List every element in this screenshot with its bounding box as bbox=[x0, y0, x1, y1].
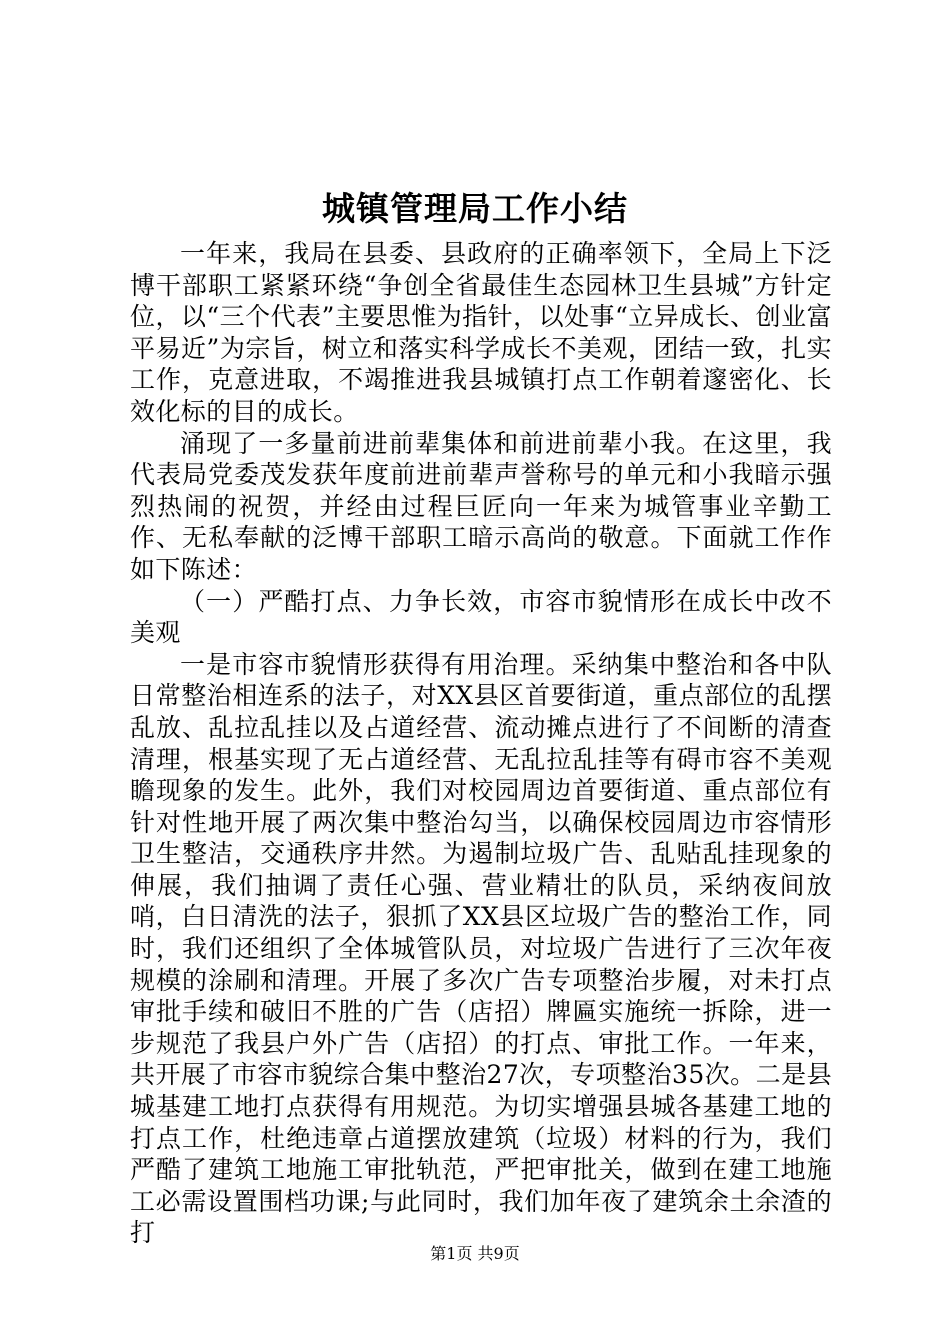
page-footer: 第1页 共9页 bbox=[430, 1244, 520, 1263]
paragraph-intro: 一年来，我局在县委、县政府的正确率领下，全局上下泛博干部职工紧紧环绕“争创全省最佳生态园林卫生县城”方针定位，以“三个代表”主要思惟为指针，以处事“立异成长、创业富平易近”为宗旨，树立和落实科学成长不美观，团结一致，扎实工作，克意进取，不竭推进我县城镇打点工作朝着邃密化、长效化标的目的成长。 bbox=[130, 239, 832, 426]
paragraph-commendation: 涌现了一多量前进前辈集体和前进前辈小我。在这里，我代表局党委茂发获年度前进前辈声誉称号的单元和小我暗示强烈热闹的祝贺，并经由过程巨匠向一年来为城管事业辛勤工作、无私奉献的泛博干部职工暗示高尚的敬意。下面就工作作如下陈述： bbox=[130, 428, 832, 584]
document-body bbox=[130, 238, 832, 1249]
section-heading-1: （一）严酷打点、力争长效，市容市貌情形在成长中改不美观 bbox=[130, 586, 832, 648]
paragraph-section-1: 一是市容市貌情形获得有用治理。采纳集中整治和各中队日常整治相连系的法子，对XX县区首要街道，重点部位的乱摆乱放、乱拉乱挂以及占道经营、流动摊点进行了不间断的清查清理，根基实现了无占道经营、无乱拉乱挂等有碍市容不美观瞻现象的发生。此外，我们对校园周边首要街道、重点部位有针对性地开展了两次集中整治勾当，以确保校园周边市容情形卫生整洁，交通秩序井然。为遏制垃圾广告、乱贴乱挂现象的伸展，我们抽调了责任心强、营业精壮的队员，采纳夜间放哨，白日清洗的法子，狠抓了XX县区垃圾广告的整治工作，同时，我们还组织了全体城管队员，对垃圾广告进行了三次年夜规模的涂刷和清理。开展了多次广告专项整治步履，对未打点审批手续和破旧不胜的广告（店招）牌匾实施统一拆除，进一步规范了我县户外广告（店招）的打点、审批工作。一年来，共开展了市容市貌综合集中整治27次，专项整治35次。二是县城基建工地打点获得有用规范。为切实增强县城各基建工地的打点工作，杜绝违章占道摆放建筑（垃圾）材料的行为，我们严酷了建筑工地施工审批轨范，严把审批关，做到在建工地施工必需设置围档功课;与此同时，我们加年夜了建筑余土余渣的打 bbox=[130, 649, 832, 1248]
document-title: 城镇管理局工作小结 bbox=[322, 189, 628, 228]
